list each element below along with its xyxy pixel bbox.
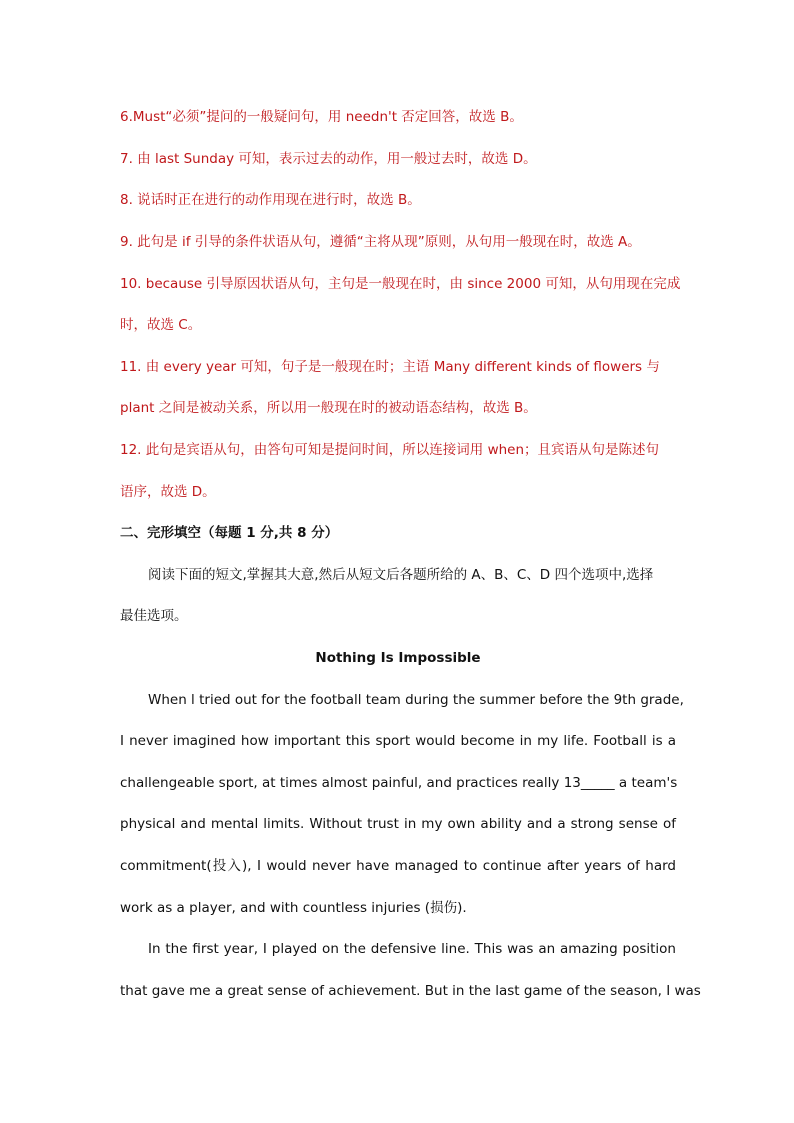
answer-10-text: 引导原因状语从句，主句是一般现在时，由 since 2000 可知，从句用现在完成 (202, 276, 681, 292)
answer-11-line-1 (120, 357, 676, 377)
answer-12-text: 12. 此句是宾语从句，由答句可知是提问时间，所以连接词用 (120, 442, 488, 458)
answer-12-text-2: ；且宾语从句是陈述句 (524, 442, 660, 458)
answer-11-subject: Many different kinds of flowers (433, 359, 643, 375)
answer-8-text: 8. 说话时正在进行的动作用现在进行时，故选 B。 (120, 192, 421, 208)
answer-12-text-3: 语序，故选 D。 (120, 484, 216, 500)
answer-11-keyword: plant (120, 400, 155, 416)
answer-10-line-1 (120, 274, 681, 294)
passage-title: Nothing Is Impossible (315, 650, 481, 666)
section-heading: 二、完形填空（每题 1 分,共 8 分） (120, 525, 339, 541)
answer-10-line-2 (120, 315, 676, 335)
passage-line: commitment(投入), I would never have managed to continue after years of hard (120, 858, 676, 874)
passage-line: physical and mental limits. Without trust in my own ability and a strong sense of (120, 816, 676, 832)
answer-8 (120, 190, 676, 210)
passage-line: challengeable sport, at times almost painful, and practices really 13_____ a team's (120, 775, 678, 791)
answer-11-text-3: 之间是被动关系，所以用一般现在时的被动语态结构，故选 B。 (154, 400, 537, 416)
answer-9 (120, 232, 676, 252)
answer-7-choice: D。 (512, 151, 537, 167)
answer-11-text-2: 与 (642, 359, 660, 375)
answer-7-text: 7. 由 (120, 151, 155, 167)
answer-12-keyword: when (487, 442, 525, 458)
passage-line: In the first year, I played on the defensive line. This was an amazing position (148, 941, 676, 957)
answer-7-text-2: 可知，表示过去的动作，用一般过去时，故选 (234, 151, 513, 167)
passage-line: When l tried out for the football team during the summer before the 9th grade, (148, 692, 684, 708)
section-instruction-line-1: 阅读下面的短文,掌握其大意,然后从短文后各题所给的 A、B、C、D 四个选项中,选择 (148, 567, 654, 583)
answer-12-line-2 (120, 482, 676, 502)
answer-7-keyword: last Sunday (154, 151, 235, 167)
answer-10-text-2: 时，故选 C。 (120, 317, 202, 333)
answer-6-keyword: needn't (345, 109, 398, 125)
answer-6 (120, 107, 676, 127)
answer-12-line-1 (120, 440, 676, 460)
passage-line: that gave me a great sense of achievement. But in the last game of the season, I was (120, 983, 701, 999)
answer-9-text: 9. 此句是 if 引导的条件状语从句，遵循“主将从现”原则，从句用一般现在时，故选 A。 (120, 234, 641, 250)
answer-11-line-2 (120, 398, 676, 418)
answer-6-choice: B。 (500, 109, 523, 125)
answer-7 (120, 149, 676, 169)
answer-6-text-2: 否定回答，故选 (397, 109, 501, 125)
section-instruction-line-2: 最佳选项。 (120, 608, 188, 624)
passage-line: work as a player, and with countless injuries (损伤). (120, 900, 467, 916)
passage-line: I never imagined how important this sport would become in my life. Football is a (120, 733, 676, 749)
answer-11-text: 11. 由 every year 可知，句子是一般现在时；主语 (120, 359, 434, 375)
answer-10-keyword: 10. because (120, 276, 203, 292)
answer-6-text: 6.Must“必须”提问的一般疑问句，用 (120, 109, 346, 125)
